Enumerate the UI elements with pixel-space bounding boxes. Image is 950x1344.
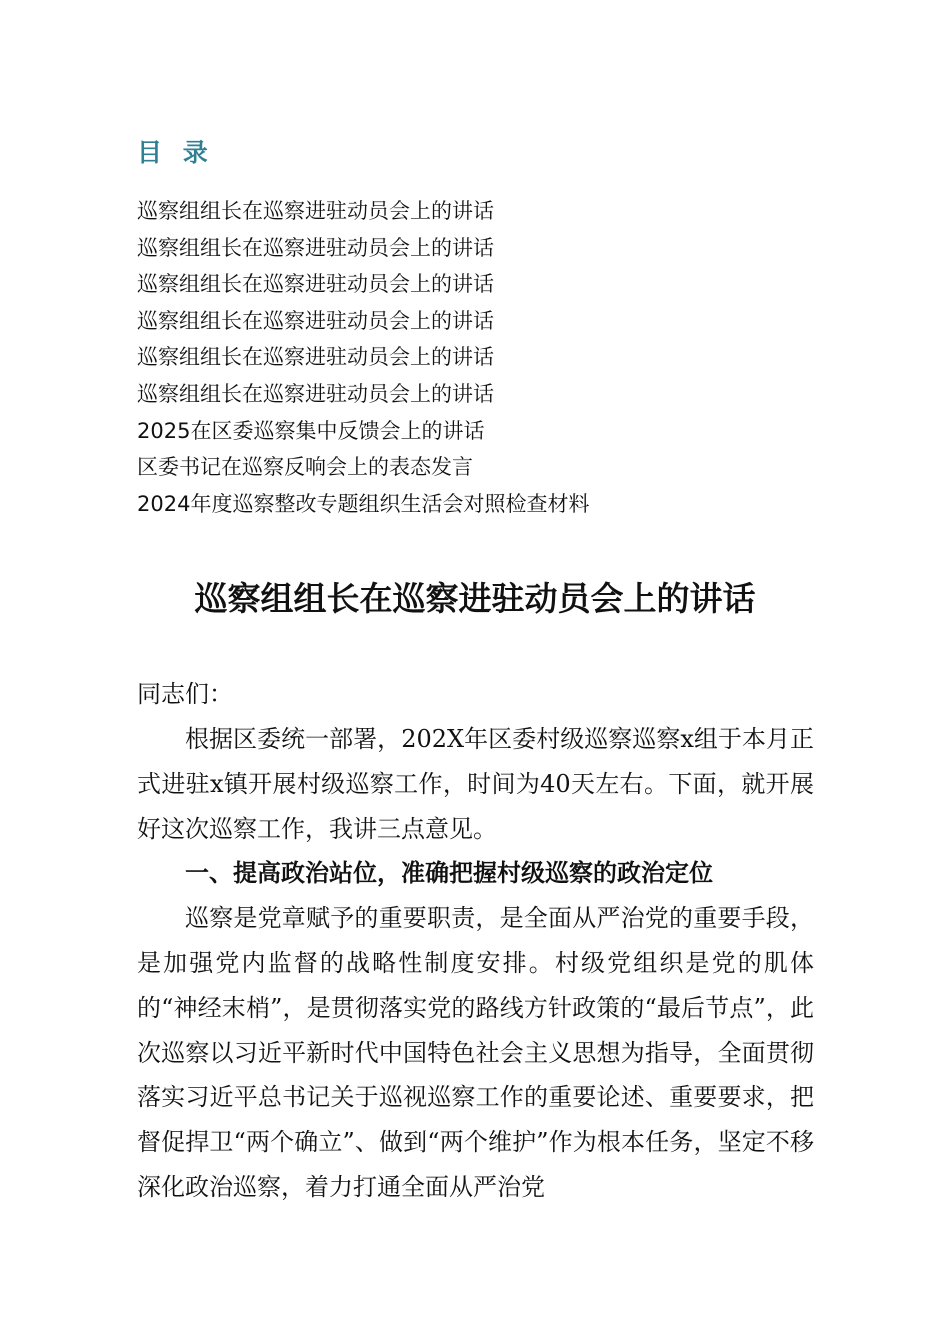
toc-item[interactable]: 区委书记在巡察反响会上的表态发言: [137, 455, 473, 480]
paragraph: 巡察是党章赋予的重要职责，是全面从严治党的重要手段，是加强党内监督的战略性制度安排。村级党组织是党的肌体的“神经末梢”，是贯彻落实党的路线方针政策的“最后节点”，此次巡察以习近平新时代中国特色社会主义思想为指导，全面贯彻落实习近平总书记关于巡视巡察工作的重要论述、重要要求，把督促捍卫“两个确立”、做到“两个维护”作为根本任务，坚定不移深化政治巡察，着力打通全面从严治党: [137, 904, 814, 1201]
toc-item[interactable]: 巡察组组长在巡察进驻动员会上的讲话: [137, 199, 494, 223]
toc-item[interactable]: 巡察组组长在巡察进驻动员会上的讲话: [137, 381, 494, 406]
toc-item[interactable]: 巡察组组长在巡察进驻动员会上的讲话: [137, 345, 494, 370]
toc-item[interactable]: 2025在区委巡察集中反馈会上的讲话: [137, 418, 485, 443]
paragraph: 根据区委统一部署，202X年区委村级巡察巡察x组于本月正式进驻x镇开展村级巡察工作，时间为40天左右。下面，就开展好这次巡察工作，我讲三点意见。: [137, 725, 814, 843]
toc-item[interactable]: 2024年度巡察整改专题组织生活会对照检查材料: [137, 491, 590, 516]
toc-list: [137, 193, 589, 522]
document-body: [137, 672, 814, 1210]
toc-item[interactable]: 巡察组组长在巡察进驻动员会上的讲话: [137, 308, 494, 333]
toc-item[interactable]: 巡察组组长在巡察进驻动员会上的讲话: [137, 272, 494, 297]
section-heading: 一、提高政治站位，准确把握村级巡察的政治定位: [185, 859, 713, 888]
salutation: 同志们：: [137, 680, 233, 708]
document-title: 巡察组组长在巡察进驻动员会上的讲话: [194, 579, 756, 618]
toc-heading: 目 录: [137, 138, 214, 167]
toc-item[interactable]: 巡察组组长在巡察进驻动员会上的讲话: [137, 235, 494, 260]
